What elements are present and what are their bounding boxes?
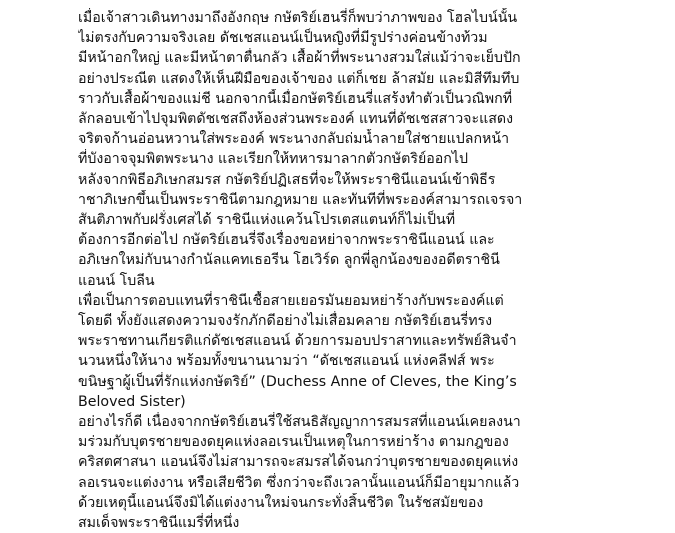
text-line: จริตจก้านอ่อนหวานใส่พระองค์ พระนางกลับถ่มน้ำลายใส่ชายแปลกหน้า: [78, 131, 510, 148]
text-line: เมื่อเจ้าสาวเดินทางมาถึงอังกฤษ กษัตริย์เฮนรี่ก็พบว่าภาพของ โฮลไบน์นั้น: [78, 10, 518, 26]
text-line: เพื่อเป็นการตอบแทนที่ราชินีเชื้อสายเยอรมันยอมหย่าร้างกับพระองค์แต่: [78, 292, 504, 309]
text-line: ไม่ตรงกับความจริงเลย ดัชเชสแอนน์เป็นหญิงที่มีรูปร่างค่อนข้างท้วม: [78, 30, 488, 47]
paragraph-1: [78, 8, 668, 291]
text-line: มร่วมกับบุตรชายของดยุคแห่งลอเรนเป็นเหตุในการหย่าร้าง ตามกฎของ: [78, 434, 509, 451]
text-line: ที่บังอาจจุมพิตพระนาง และเรียกให้ทหารมาลากตัวกษัตริย์ออกไป: [78, 151, 469, 168]
text-line: แอนน์ โบลีน: [78, 272, 155, 289]
text-line: มีหน้าอกใหญ่ และมีหน้าตาตื่นกลัว เสื้อผ้าที่พระนางสวมใส่แม้ว่าจะเย็บปัก: [78, 50, 521, 67]
text-line: โดยดี ทั้งยังแสดงความจงรักภักดีอย่างไม่เสื่อมคลาย กษัตริย์เฮนรี่ทรง: [78, 313, 493, 330]
paragraph-2: [78, 291, 668, 412]
text-line: าชาภิเษกขึ้นเป็นพระราชินีตามกฎหมาย และทันทีที่พระองค์สามารถเจรจา: [78, 191, 523, 208]
text-line: พระราชทานเกียรติแก่ดัชเชสแอนน์ ด้วยการมอบปราสาทและทรัพย์สินจำ: [78, 333, 517, 350]
paragraph-3: [78, 412, 668, 533]
text-line: หลังจากพิธีอภิเษกสมรส กษัตริย์ปฏิเสธที่จะให้พระราชินีแอนน์เข้าพิธีร: [78, 171, 496, 188]
text-line: ต้องการอีกต่อไป กษัตริย์เฮนรี่จึงเรื่องขอหย่าจากพระราชินีแอนน์ และ: [78, 232, 495, 249]
text-line: อย่างไรก็ดี เนื่องจากกษัตริย์เฮนรี่ใช้สนธิสัญญาการสมรสที่แอนน์เคยลงนา: [78, 414, 521, 431]
text-line: ด้วยเหตุนี้แอนน์จึงมิได้แต่งงานใหม่จนกระทั่งสิ้นชีวิต ในรัชสมัยของ: [78, 494, 484, 511]
text-line: นวนหนึ่งให้นาง พร้อมทั้งขนานนามว่า “ดัชเชสแอนน์ แห่งคลีฟส์ พระ: [78, 353, 495, 370]
text-line: คริสตศาสนา แอนน์จึงไม่สามารถจะสมรสได้จนกว่าบุตรชายของดยุคแห่ง: [78, 454, 519, 471]
article-body: [78, 8, 668, 533]
text-line: ราวกับเสื้อผ้าของแม่ชี นอกจากนี้เมื่อกษัตริย์เฮนรี่แสร้งทำตัวเป็นวณิพกที่: [78, 90, 513, 107]
text-line: Beloved Sister): [78, 393, 186, 410]
text-line: ลักลอบเข้าไปจุมพิตดัชเชสถึงห้องส่วนพระองค์ แทนที่ดัชเชสสาวจะแสดง: [78, 111, 514, 128]
text-line: สันติภาพกับฝรั่งเศสได้ ราชินีแห่งแคว้นโปรเตสแตนท์ก็ไม่เป็นที่: [78, 212, 456, 229]
text-line: อภิเษกใหม่กับนางกำนัลแคทเธอรีน โฮเวิร์ด ลูกพี่ลูกน้องของอดีตราชินี: [78, 252, 500, 269]
text-line: ขนิษฐาผู้เป็นที่รักแห่งกษัตริย์” (Duchess Anne of Cleves, the King’s: [78, 373, 517, 390]
text-line: สมเด็จพระราชินีแมรี่ที่หนึ่ง: [78, 515, 240, 532]
text-line: ลอเรนจะแต่งงาน หรือเสียชีวิต ซึ่งกว่าจะถึงเวลานั้นแอนน์ก็มีอายุมากแล้ว: [78, 474, 520, 491]
text-line: อย่างประณีต แสดงให้เห็นฝีมือของเจ้าของ แต่ก็เชย ล้าสมัย และมิสีทึมทึบ: [78, 70, 520, 87]
